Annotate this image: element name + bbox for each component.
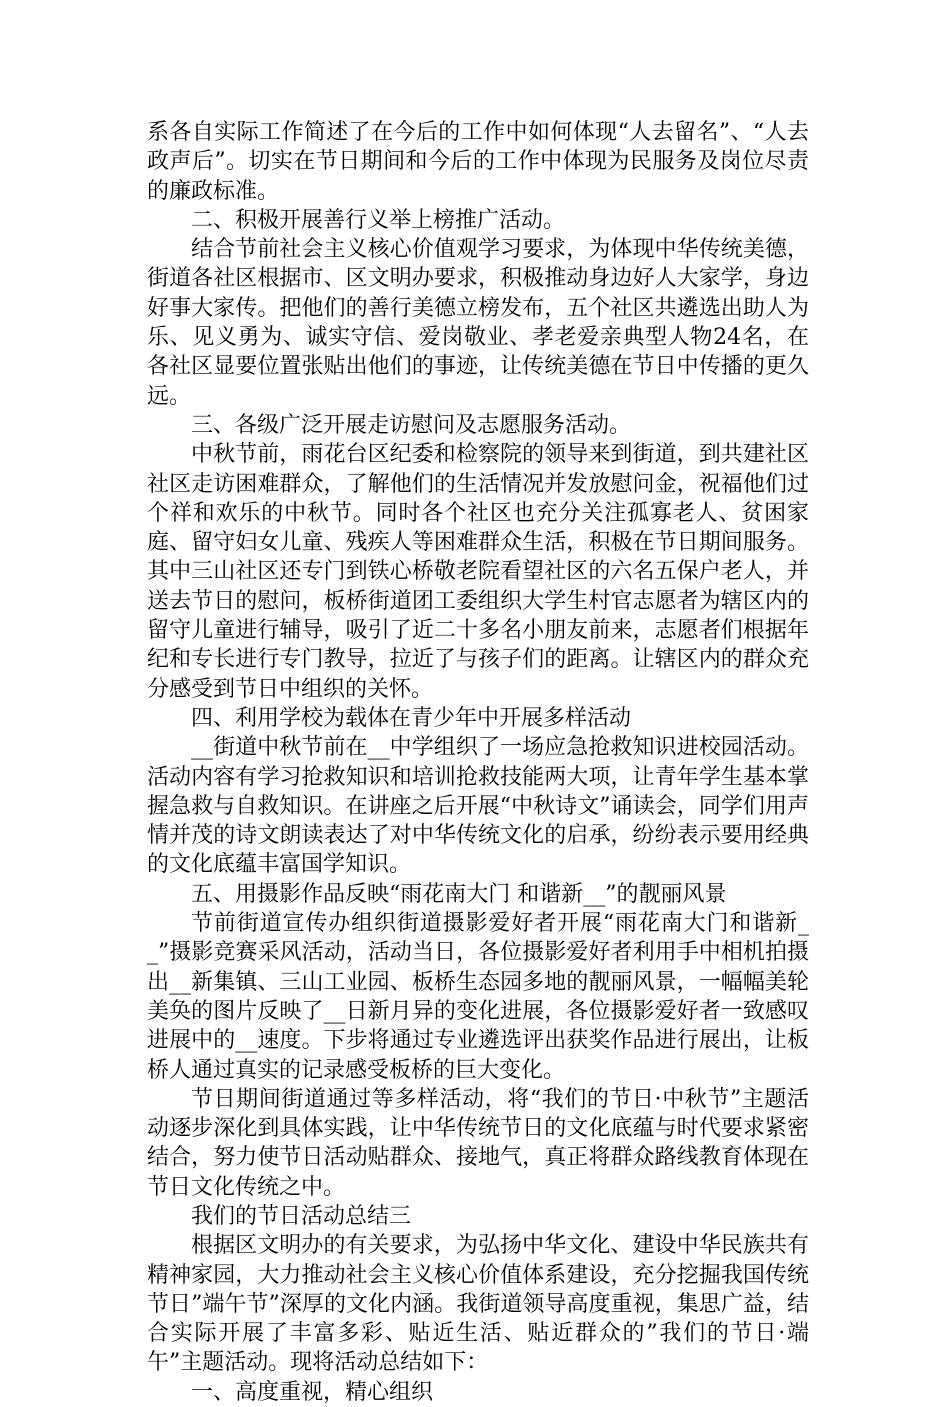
section-heading-2: 二、积极开展善行义举上榜推广活动。 bbox=[191, 207, 566, 233]
paragraph-intro-duanwu: 根据区文明办的有关要求，为弘扬中华文化、建设中华民族共有精神家园，大力推动社会主义核心价值体系建设，充分挖掘我国传统节日”端午节”深厚的文化内涵。我街道领导高度重视，集思广益，结合实际开展了丰富多彩、贴近生活、贴近群众的”我们的节日·端午”主题活动。现将活动总结如下： bbox=[147, 1233, 809, 1376]
section-heading-1: 一、高度重视，精心组织 bbox=[191, 1379, 434, 1405]
paragraph-good-deeds: 结合节前社会主义核心价值观学习要求，为体现中华传统美德，街道各社区根据市、区文明办要求，积极推动身边好人大家学，身边好事大家传。把他们的善行美德立榜发布，五个社区共遴选出助人为乐、见义勇为、诚实守信、爱岗敬业、孝老爱亲典型人物24名，在各社区显要位置张贴出他们的事迹，让传统美德在节日中传播的更久远。 bbox=[147, 237, 809, 409]
section-heading-5: 五、用摄影作品反映“雨花南大门 和谐新__”的靓丽风景 bbox=[191, 881, 727, 907]
paragraph-school: __街道中秋节前在__中学组织了一场应急抢救知识进校园活动。活动内容有学习抢救知识和培训抢救技能两大项，让青年学生基本掌握急救与自救知识。在讲座之后开展“中秋诗文”诵读会，同学们用声情并茂的诗文朗读表达了对中华传统文化的启承，纷纷表示要用经典的文化底蕴丰富国学知识。 bbox=[147, 735, 809, 878]
section-heading-4: 四、利用学校为载体在青少年中开展多样活动 bbox=[191, 705, 632, 731]
paragraph-summary: 节日期间街道通过等多样活动，将“我们的节日·中秋节”主题活动逐步深化到具体实践，让中华传统节日的文化底蕴与时代要求紧密结合，努力使节日活动贴群众、接地气，真正将群众路线教育体现在节日文化传统之中。 bbox=[147, 1086, 809, 1200]
paragraph-visits: 中秋节前，雨花台区纪委和检察院的领导来到街道，到共建社区社区走访困难群众，了解他们的生活情况并发放慰问金，祝福他们过个祥和欢乐的中秋节。同时各个社区也充分关注孤寡老人、贫困家庭、留守妇女儿童、残疾人等困难群众生活，积极在节日期间服务。其中三山社区还专门到铁心桥敬老院看望社区的六名五保户老人，并送去节日的慰问，板桥街道团工委组织大学生村官志愿者为辖区内的留守儿童进行辅导，吸引了近二十多名小朋友前来，志愿者们根据年纪和专长进行专门教导，拉近了与孩子们的距离。让辖区内的群众充分感受到节日中组织的关怀。 bbox=[147, 442, 809, 702]
section-heading-3: 三、各级广泛开展走访慰问及志愿服务活动。 bbox=[191, 412, 632, 438]
paragraph-photography: 节前街道宣传办组织街道摄影爱好者开展“雨花南大门和谐新__”摄影竞赛采风活动，活动当日，各位摄影爱好者利用手中相机拍摄出__新集镇、三山工业园、板桥生态园多地的靓丽风景，一幅幅美轮美奂的图片反映了__日新月异的变化进展，各位摄影爱好者一致感叹进展中的__速度。下步将通过专业遴选评出获奖作品进行展出，让板桥人通过真实的记录感受板桥的巨大变化。 bbox=[147, 911, 809, 1083]
paragraph-continuation: 系各自实际工作简述了在今后的工作中如何体现“人去留名”、“人去政声后”。切实在节日期间和今后的工作中体现为民服务及岗位尽责的廉政标准。 bbox=[147, 120, 809, 204]
document-body bbox=[147, 118, 809, 1407]
document-title-three: 我们的节日活动总结三 bbox=[191, 1203, 412, 1229]
